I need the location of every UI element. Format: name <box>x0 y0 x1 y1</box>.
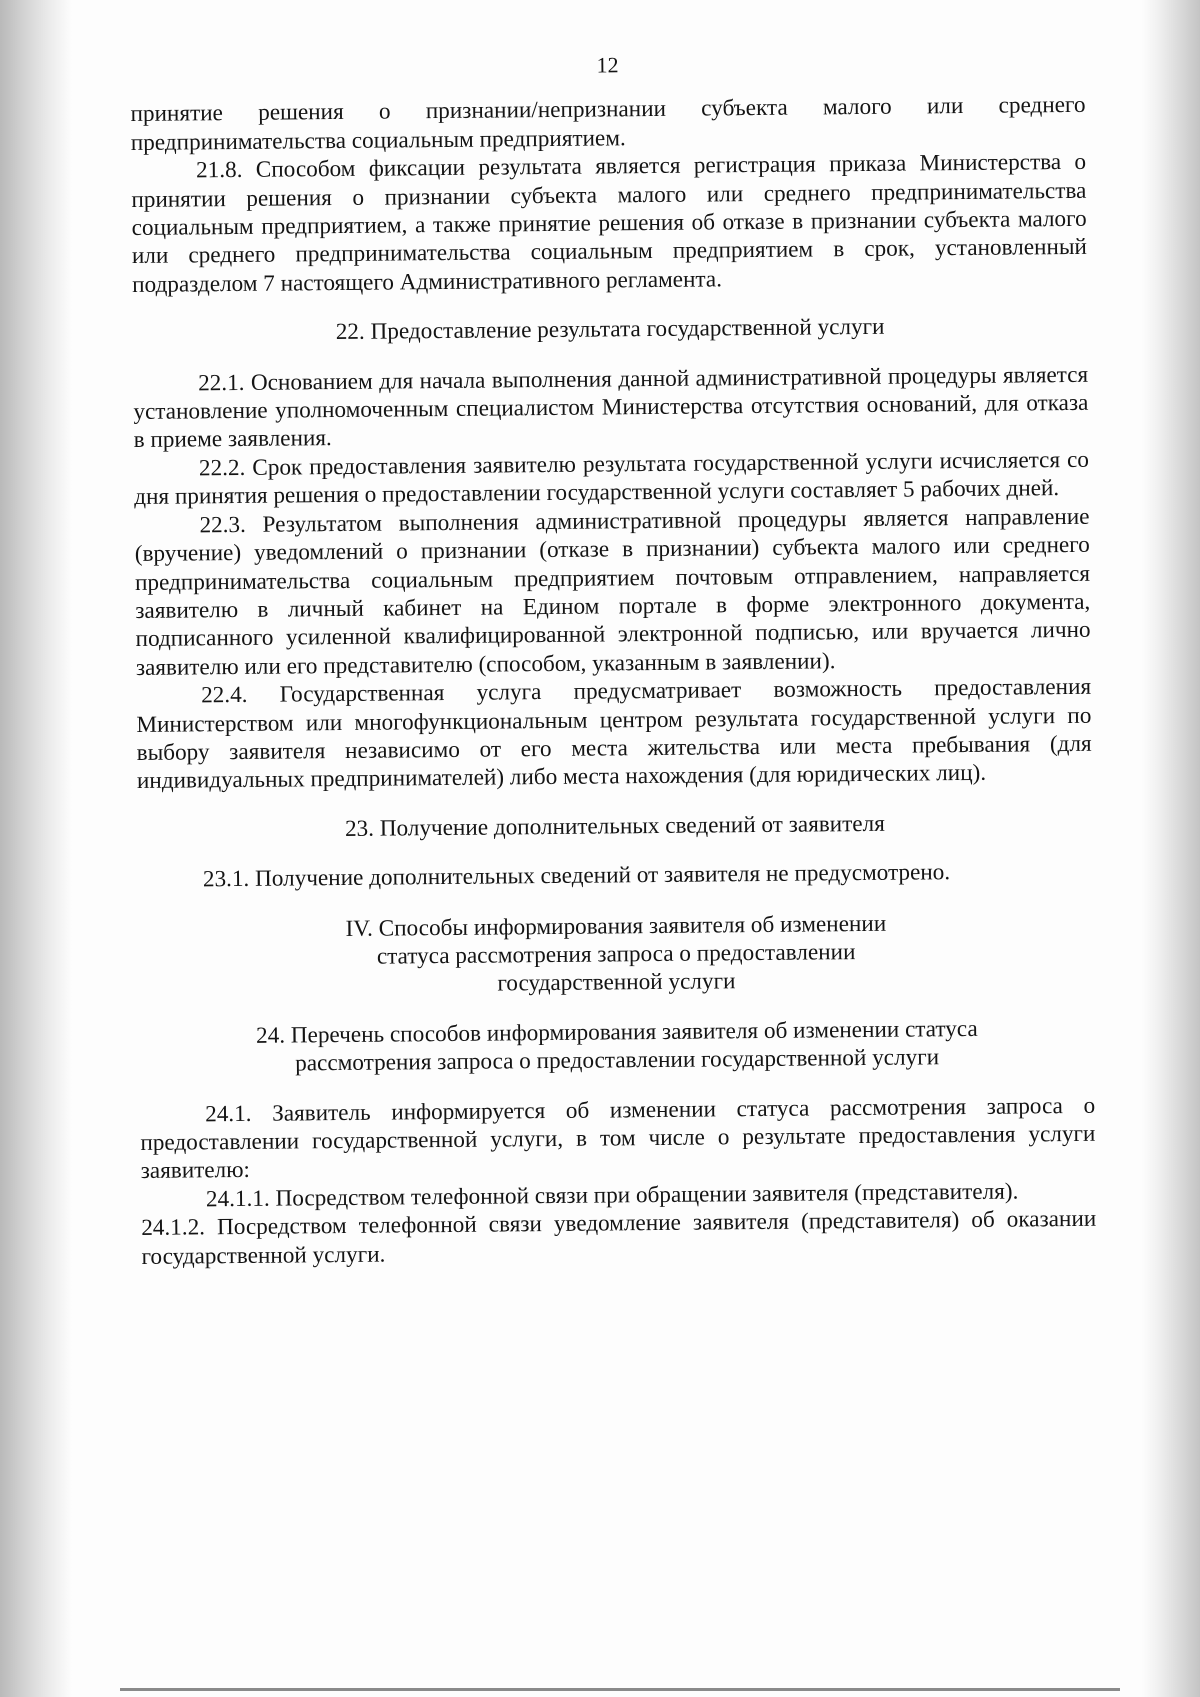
scan-bottom-edge <box>120 1688 1120 1691</box>
paragraph-22-2: 22.2. Срок предоставления заявителю результата государственной услуги исчисляется со дня принятия решения о предоставлении государственной услуги составляет 5 рабочих дней. <box>134 446 1090 511</box>
paragraph-22-4: 22.4. Государственная услуга предусматривает возможность предоставления Министерством или многофункциональным центром результата государственной услуги по выбору заявителя независимо от его места жительства или места пребывания (для индивидуальных предпринимателей) либо места нахождения (для юридических лиц). <box>136 673 1092 795</box>
section-24-line-2: рассмотрения запроса о предоставлении государственной услуги <box>295 1044 940 1077</box>
heading-section-23: 23. Получение дополнительных сведений от заявителя <box>344 810 885 842</box>
section-24-line-1: 24. Перечень способов информирования заявителя об изменении статуса <box>255 1015 978 1049</box>
heading-chapter-iv <box>138 907 1094 1001</box>
page-number: 12 <box>596 52 619 78</box>
paragraph-24-1: 24.1. Заявитель информируется об изменении статуса рассмотрения запроса о предоставлении государственной услуги, в том числе о результате предоставления услуги заявителю: <box>140 1092 1096 1185</box>
paragraph-22-1: 22.1. Основанием для начала выполнения данной административной процедуры является установление уполномоченным специалистом Министерства отсутствия оснований, для отказа в приеме заявления. <box>133 361 1089 454</box>
scan-shadow-right <box>1142 0 1200 1697</box>
paragraph-22-3: 22.3. Результатом выполнения административной процедуры является направление (вручение) уведомлений о признании (отказе в признании) субъекта малого или среднего предпринимательства социальным предприятием почтовым отправлением, направляется заявителю в личный кабинет на Едином портале в форме электронного документа, подписанного усиленной квалифицированной электронной подписью, или вручается лично заявителю или его представителю (способом, указанным в заявлении). <box>134 503 1091 681</box>
paragraph-continuation: принятие решения о признании/непризнании субъекта малого или среднего предпринимательства социальным предприятием. <box>130 92 1086 156</box>
document-body <box>130 47 1097 1271</box>
chapter-iv-line-1: IV. Способы информирования заявителя об изменении <box>345 910 887 942</box>
paragraph-24-1-1: 24.1.1. Посредством телефонной связи при обращении заявителя (представителя). <box>205 1178 1019 1213</box>
heading-section-22: 22. Предоставление результата государственной услуги <box>335 314 885 346</box>
scan-shadow-left <box>0 0 72 1697</box>
paragraph-23-1: 23.1. Получение дополнительных сведений от заявителя не предусмотрено. <box>202 859 951 893</box>
paragraph-21-8: 21.8. Способом фиксации результата является регистрация приказа Министерства о принятии решения о признании субъекта малого или среднего предпринимательства социальным предприятием, а также принятие решения об отказе в признании субъекта малого или среднего предпринимательства социальным предприятием в срок, установленный подразделом 7 настоящего Административного регламента. <box>131 149 1088 298</box>
chapter-iv-line-2: статуса рассмотрения запроса о предоставлении <box>376 939 856 970</box>
paragraph-24-1-2: 24.1.2. Посредством телефонной связи уведомление заявителя (представителя) об оказании государственной услуги. <box>141 1205 1097 1270</box>
chapter-iv-line-3: государственной услуги <box>497 968 736 997</box>
heading-section-24 <box>139 1014 1095 1080</box>
